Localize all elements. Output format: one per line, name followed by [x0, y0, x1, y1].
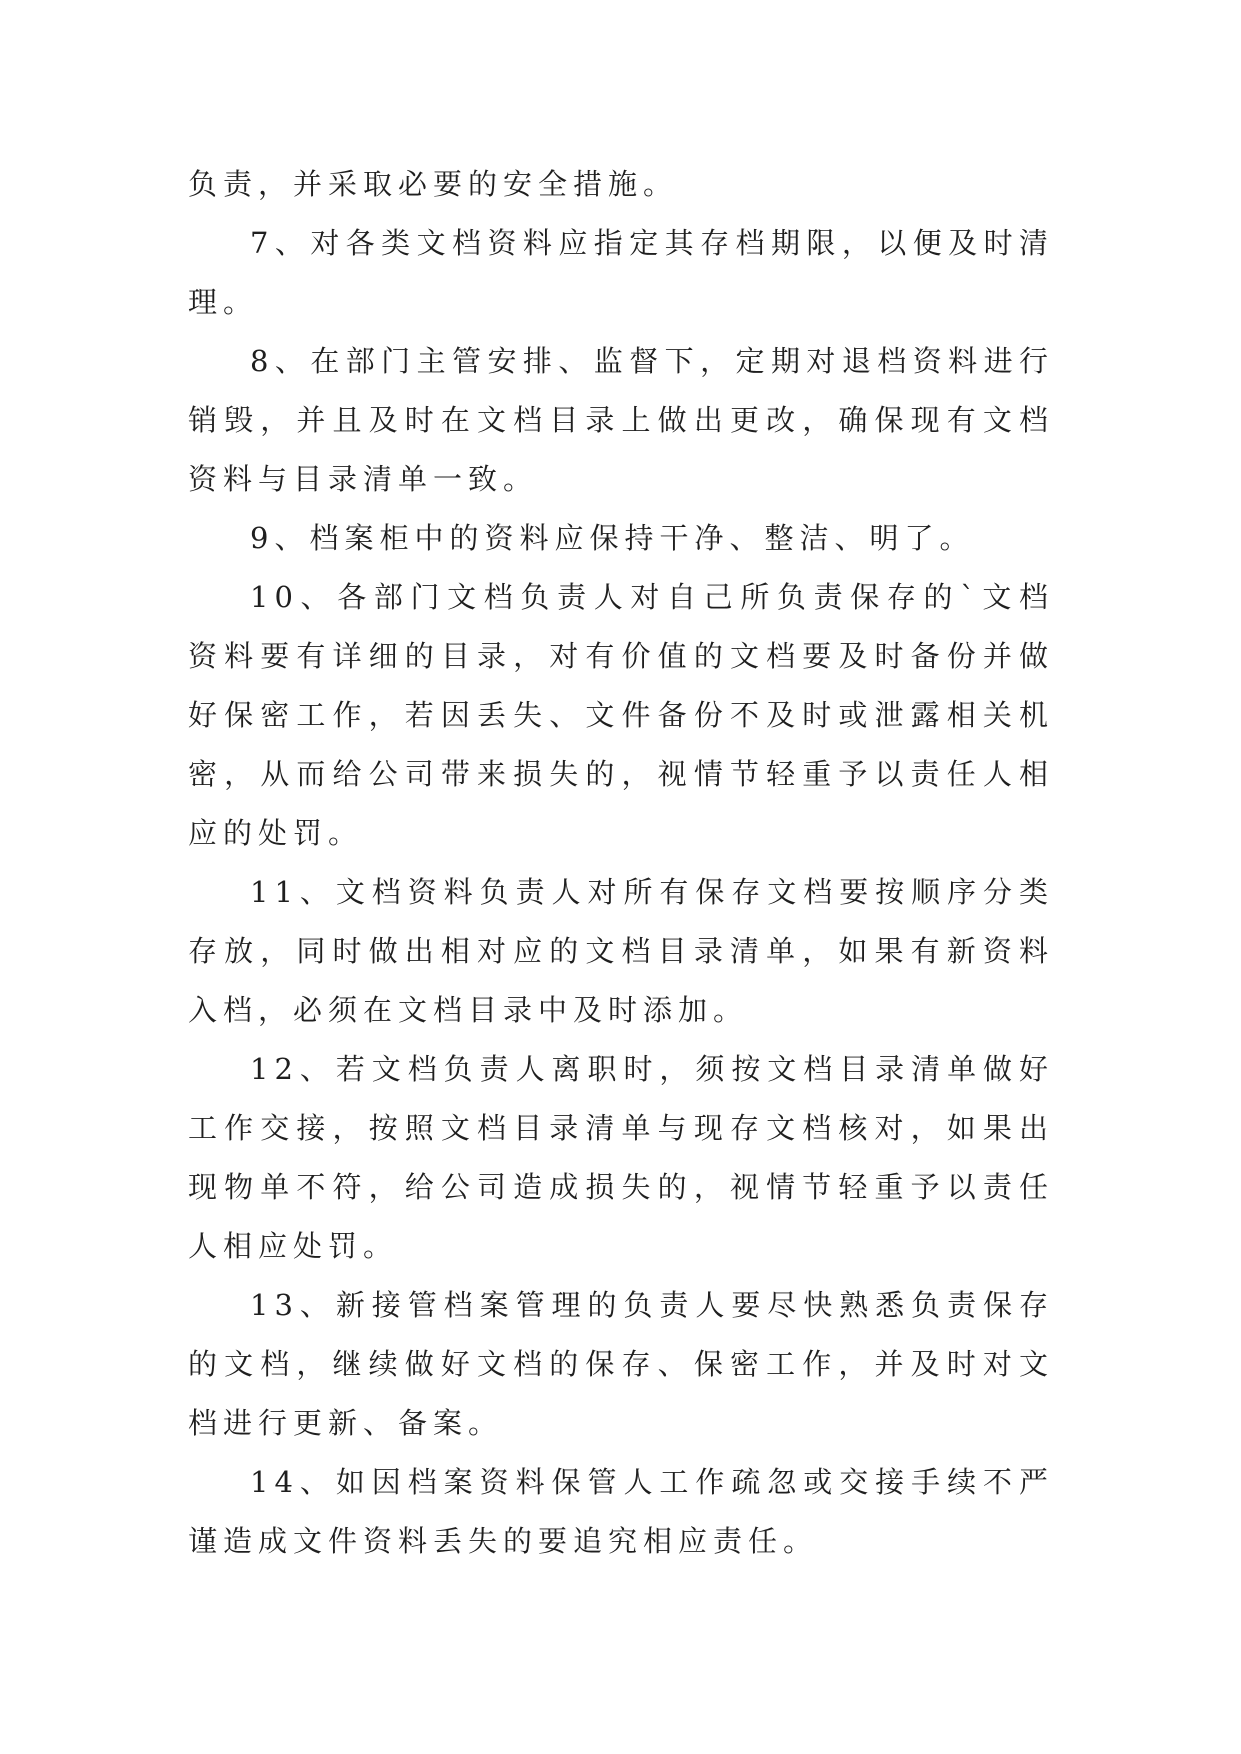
paragraph-item-11: 11、文档资料负责人对所有保存文档要按顺序分类存放，同时做出相对应的文档目录清单，如果有新资料入档，必须在文档目录中及时添加。	[188, 875, 1054, 1027]
document-body	[188, 155, 1054, 1571]
paragraph-item-12: 12、若文档负责人离职时，须按文档目录清单做好工作交接，按照文档目录清单与现存文档核对，如果出现物单不符，给公司造成损失的，视情节轻重予以责任人相应处罚。	[188, 1052, 1054, 1263]
paragraph-item-7: 7、对各类文档资料应指定其存档期限，以便及时清理。	[188, 226, 1054, 319]
paragraph-item-13: 13、新接管档案管理的负责人要尽快熟悉负责保存的文档，继续做好文档的保存、保密工作，并及时对文档进行更新、备案。	[188, 1288, 1054, 1440]
paragraph-item-14: 14、如因档案资料保管人工作疏忽或交接手续不严谨造成文件资料丢失的要追究相应责任。	[188, 1465, 1054, 1558]
paragraph-item-10: 10、各部门文档负责人对自己所负责保存的`文档资料要有详细的目录，对有价值的文档要及时备份并做好保密工作，若因丢失、文件备份不及时或泄露相关机密，从而给公司带来损失的，视情节轻重予以责任人相应的处罚。	[188, 580, 1054, 850]
paragraph-item-8: 8、在部门主管安排、监督下，定期对退档资料进行销毁，并且及时在文档目录上做出更改，确保现有文档资料与目录清单一致。	[188, 344, 1054, 496]
paragraph-continuation: 负责，并采取必要的安全措施。	[188, 167, 679, 201]
paragraph-item-9: 9、档案柜中的资料应保持干净、整洁、明了。	[250, 521, 975, 555]
